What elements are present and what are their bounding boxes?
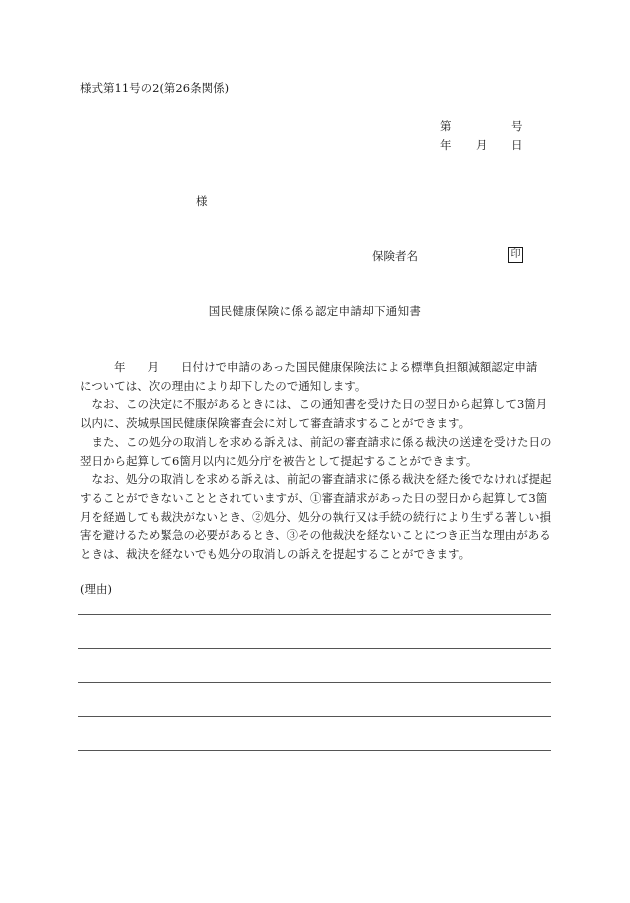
insurer-name-label: 保険者名	[372, 249, 418, 263]
reason-line	[78, 614, 551, 615]
date-month-label: 月	[476, 138, 488, 152]
reason-line	[78, 648, 551, 649]
form-number: 様式第11号の2(第26条関係)	[80, 81, 230, 95]
reason-line	[78, 682, 551, 683]
document-title: 国民健康保険に係る認定申請却下通知書	[208, 304, 422, 318]
seal-mark: 印	[508, 247, 523, 263]
paragraph-decision-line2: については、次の理由により却下したので通知します。	[80, 378, 367, 393]
document-number-prefix: 第	[440, 119, 452, 133]
application-month-label: 月	[147, 360, 159, 374]
application-year-label: 年	[114, 360, 126, 374]
document-number-suffix: 号	[511, 119, 523, 133]
reason-line	[78, 716, 551, 717]
paragraph-decision-line1	[80, 360, 537, 374]
paragraph-decision	[80, 358, 552, 395]
reason-label: (理由)	[80, 582, 112, 596]
date-year-label: 年	[440, 138, 452, 152]
addressee-honorific: 様	[196, 194, 208, 208]
paragraph-exceptions: なお、処分の取消しを求める訴えは、前記の審査請求に係る裁決を経た後でなければ提起することができないこととされていますが、①審査請求があった日の翌日から起算して3箇月を経過しても裁決がないとき、②処分、処分の執行又は手続の続行により生ずる著しい損害を避けるため緊急の必要があるとき、③その他裁決を経ないことにつき正当な理由があるときは、裁決を経ないでも処分の取消しの訴えを提起することができます。	[80, 472, 552, 562]
paragraph-decision-text: 日付けで申請のあった国民健康保険法による標準負担額減額認定申請	[181, 360, 538, 374]
paragraph-review-request: なお、この決定に不服があるときには、この通知書を受けた日の翌日から起算して3箇月以内に、茨城県国民健康保険審査会に対して審査請求することができます。	[80, 397, 548, 431]
paragraph-revocation-suit: また、この処分の取消しを求める訴えは、前記の審査請求に係る裁決の送達を受けた日の翌日から起算して6箇月以内に処分庁を被告として提起することができます。	[80, 434, 552, 468]
notice-body	[80, 358, 552, 564]
reason-line	[78, 750, 551, 751]
date-day-label: 日	[511, 138, 523, 152]
